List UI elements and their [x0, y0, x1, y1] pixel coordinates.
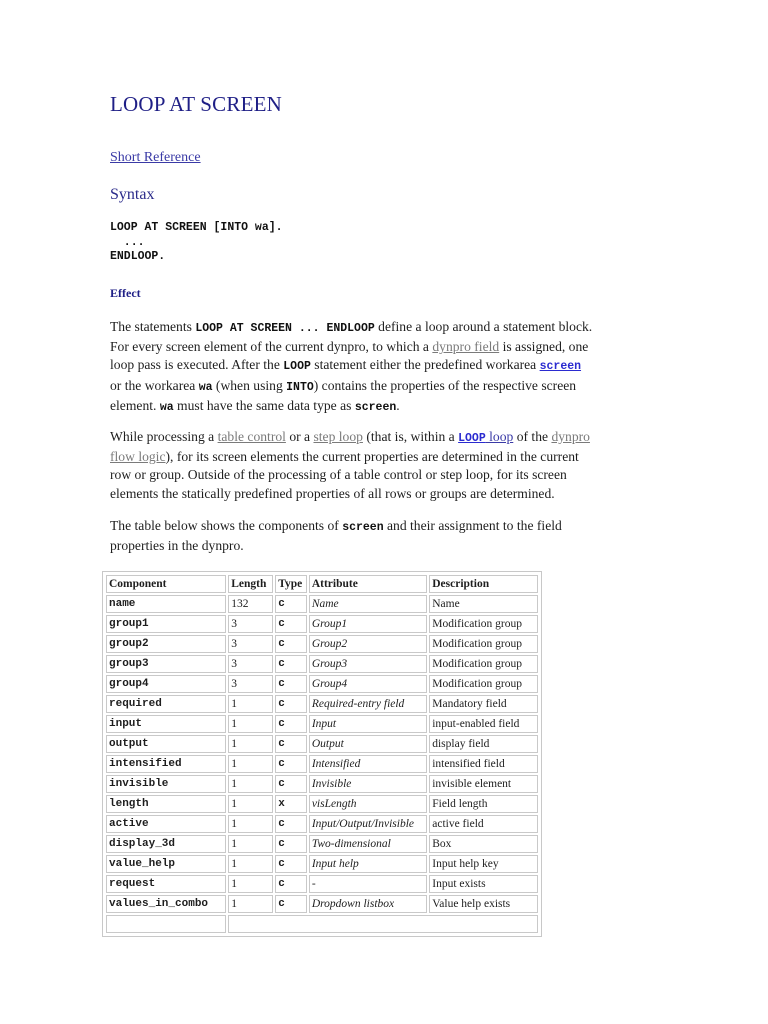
- table-body: [106, 575, 538, 933]
- table-row: [106, 835, 538, 853]
- table-row: [106, 695, 538, 713]
- type-cell: c: [275, 655, 307, 673]
- text: elements the statically predefined properties of all rows or groups are determined.: [110, 485, 555, 501]
- step-loop-link[interactable]: step loop: [313, 429, 363, 444]
- screen-link[interactable]: screen: [539, 360, 582, 374]
- text: row or group. Outside of the processing of a table control or step loop, for its screen: [110, 467, 567, 483]
- description-cell: Modification group: [429, 635, 538, 653]
- table-row: [106, 715, 538, 733]
- type-cell: c: [275, 875, 307, 893]
- length-cell: 1: [228, 755, 273, 773]
- length-cell: 1: [228, 855, 273, 873]
- table-row: [106, 755, 538, 773]
- description-cell: Name: [429, 595, 538, 613]
- description-cell: Modification group: [429, 675, 538, 693]
- length-cell: 132: [228, 595, 273, 613]
- components-table: [104, 573, 540, 935]
- text: loop pass is executed. After the: [110, 357, 284, 373]
- keyword: wa: [159, 400, 174, 414]
- length-cell: 1: [228, 695, 273, 713]
- length-cell: 1: [228, 895, 273, 913]
- component-cell: output: [106, 735, 226, 753]
- type-cell: c: [275, 635, 307, 653]
- header-cell: Description: [429, 575, 538, 593]
- type-cell: c: [275, 855, 307, 873]
- component-cell: values_in_combo: [106, 895, 226, 913]
- attribute-cell: Two-dimensional: [309, 835, 427, 853]
- text: element.: [110, 397, 160, 413]
- header-cell: Component: [106, 575, 226, 593]
- page-title: LOOP AT SCREEN: [110, 92, 282, 116]
- text: must have the same data type as: [173, 397, 355, 413]
- text: ), for its screen elements the current properties are determined in the current: [165, 449, 579, 465]
- text: While processing a: [110, 429, 218, 444]
- description-cell: display field: [429, 735, 538, 753]
- header-cell: Type: [275, 575, 307, 593]
- component-cell: group4: [106, 675, 226, 693]
- table-row: [106, 675, 538, 693]
- length-cell: 1: [228, 835, 273, 853]
- description-cell: Mandatory field: [429, 695, 538, 713]
- description-cell: Box: [429, 835, 538, 853]
- table-row: [106, 775, 538, 793]
- keyword: INTO: [286, 380, 314, 394]
- text: The statements: [110, 319, 196, 334]
- text: and their assignment to the field: [383, 518, 562, 533]
- type-cell: c: [275, 675, 307, 693]
- component-cell: intensified: [106, 755, 226, 773]
- attribute-cell: Group4: [309, 675, 427, 693]
- component-cell: required: [106, 695, 226, 713]
- attribute-cell: Input help: [309, 855, 427, 873]
- attribute-cell: Intensified: [309, 755, 427, 773]
- short-reference-link[interactable]: Short Reference: [110, 150, 201, 165]
- keyword: screen: [354, 400, 397, 414]
- type-cell: c: [275, 775, 307, 793]
- syntax-heading: Syntax: [110, 186, 155, 203]
- type-cell: x: [275, 795, 307, 813]
- table-row: [106, 875, 538, 893]
- table-row: [106, 795, 538, 813]
- attribute-cell: Group3: [309, 655, 427, 673]
- length-cell: 3: [228, 655, 273, 673]
- description-cell: input-enabled field: [429, 715, 538, 733]
- description-cell: Field length: [429, 795, 538, 813]
- type-cell: c: [275, 715, 307, 733]
- type-cell: c: [275, 835, 307, 853]
- table-row: [106, 595, 538, 613]
- description-cell: intensified field: [429, 755, 538, 773]
- attribute-cell: Required-entry field: [309, 695, 427, 713]
- effect-paragraph-2: [110, 428, 670, 503]
- component-cell: display_3d: [106, 835, 226, 853]
- component-cell: input: [106, 715, 226, 733]
- length-cell: 3: [228, 615, 273, 633]
- loop-keyword-link[interactable]: LOOP: [458, 432, 486, 445]
- empty-table-row: [106, 915, 538, 933]
- length-cell: 1: [228, 775, 273, 793]
- table-row: [106, 735, 538, 753]
- table-header-row: [106, 575, 538, 593]
- component-cell: group2: [106, 635, 226, 653]
- type-cell: c: [275, 735, 307, 753]
- code-line: ENDLOOP.: [110, 250, 166, 263]
- text: or the workarea: [110, 377, 199, 393]
- type-cell: c: [275, 695, 307, 713]
- table-intro-paragraph: [110, 517, 670, 555]
- description-cell: Modification group: [429, 655, 538, 673]
- text: or a: [285, 429, 314, 444]
- effect-heading: Effect: [110, 286, 141, 300]
- syntax-code-block: [110, 221, 283, 265]
- header-cell: Attribute: [309, 575, 427, 593]
- text: (when using: [212, 377, 287, 393]
- description-cell: Input help key: [429, 855, 538, 873]
- code-line: ...: [110, 235, 145, 249]
- attribute-cell: -: [309, 875, 427, 893]
- table-row: [106, 655, 538, 673]
- header-cell: Length: [228, 575, 273, 593]
- type-cell: c: [275, 595, 307, 613]
- text: is assigned, one: [499, 339, 589, 355]
- component-cell: name: [106, 595, 226, 613]
- empty-cell: [228, 915, 538, 933]
- attribute-cell: Output: [309, 735, 427, 753]
- type-cell: c: [275, 815, 307, 833]
- code-line: LOOP AT SCREEN [INTO wa].: [110, 221, 283, 234]
- attribute-cell: Input: [309, 715, 427, 733]
- attribute-cell: Input/Output/Invisible: [309, 815, 427, 833]
- keyword: wa: [198, 380, 213, 394]
- screen-components-table: [102, 571, 542, 937]
- attribute-cell: Dropdown listbox: [309, 895, 427, 913]
- component-cell: value_help: [106, 855, 226, 873]
- loop-link[interactable]: loop: [485, 429, 514, 444]
- description-cell: active field: [429, 815, 538, 833]
- flow-logic-link[interactable]: flow logic: [110, 449, 166, 465]
- component-cell: active: [106, 815, 226, 833]
- table-row: [106, 855, 538, 873]
- description-cell: invisible element: [429, 775, 538, 793]
- text: statement either the predefined workarea: [310, 357, 540, 373]
- length-cell: 1: [228, 875, 273, 893]
- text: .: [396, 397, 400, 413]
- text: properties in the dynpro.: [110, 538, 244, 554]
- text: (that is, within a: [362, 429, 459, 444]
- keyword: screen: [342, 521, 384, 534]
- length-cell: 3: [228, 675, 273, 693]
- text: For every screen element of the current dynpro, to which a: [110, 339, 433, 355]
- keyword: LOOP: [283, 360, 311, 374]
- length-cell: 3: [228, 635, 273, 653]
- text: ) contains the properties of the respective screen: [313, 377, 577, 393]
- empty-cell: [106, 915, 226, 933]
- type-cell: c: [275, 615, 307, 633]
- attribute-cell: Name: [309, 595, 427, 613]
- description-cell: Input exists: [429, 875, 538, 893]
- attribute-cell: Group2: [309, 635, 427, 653]
- table-row: [106, 635, 538, 653]
- component-cell: invisible: [106, 775, 226, 793]
- length-cell: 1: [228, 715, 273, 733]
- length-cell: 1: [228, 815, 273, 833]
- length-cell: 1: [228, 795, 273, 813]
- text: of the: [513, 429, 552, 444]
- attribute-cell: Group1: [309, 615, 427, 633]
- text: define a loop around a statement block.: [374, 319, 593, 334]
- component-cell: request: [106, 875, 226, 893]
- table-row: [106, 895, 538, 913]
- attribute-cell: visLength: [309, 795, 427, 813]
- dynpro-field-link[interactable]: dynpro field: [432, 339, 500, 355]
- table-row: [106, 815, 538, 833]
- length-cell: 1: [228, 735, 273, 753]
- component-cell: group3: [106, 655, 226, 673]
- component-cell: group1: [106, 615, 226, 633]
- description-cell: Value help exists: [429, 895, 538, 913]
- keyword: LOOP AT SCREEN ... ENDLOOP: [195, 322, 375, 335]
- table-row: [106, 615, 538, 633]
- type-cell: c: [275, 895, 307, 913]
- description-cell: Modification group: [429, 615, 538, 633]
- dynpro-flow-logic-link[interactable]: dynpro: [551, 429, 590, 444]
- effect-paragraph-1: [110, 318, 670, 417]
- attribute-cell: Invisible: [309, 775, 427, 793]
- table-control-link[interactable]: table control: [217, 429, 286, 444]
- component-cell: length: [106, 795, 226, 813]
- type-cell: c: [275, 755, 307, 773]
- text: The table below shows the components of: [110, 518, 343, 533]
